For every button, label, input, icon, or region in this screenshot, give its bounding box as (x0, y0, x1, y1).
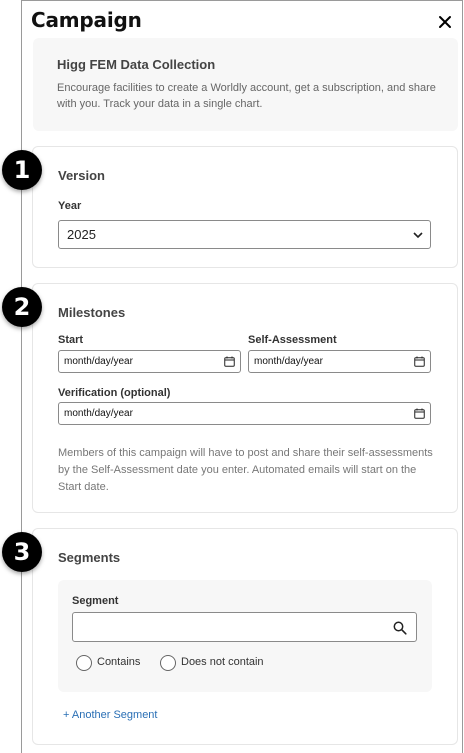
contains-label[interactable]: Contains (97, 656, 141, 668)
milestones-help-text: Members of this campaign will have to post and share their self-assessments by the Self-Assessment date you enter. Automated emails will start on the Start date. (58, 447, 433, 493)
info-description: Encourage facilities to create a Worldly account, get a subscription, and share with you. Track your data in a single chart. (57, 82, 436, 110)
step-badge-1: 1 (2, 150, 42, 190)
step-badge-2: 2 (2, 287, 42, 327)
calendar-icon[interactable] (414, 408, 425, 419)
milestones-title: Milestones (58, 305, 126, 320)
self-assessment-date-value: month/day/year (254, 356, 323, 367)
contains-radio[interactable] (76, 655, 92, 671)
self-assessment-label: Self-Assessment (248, 334, 337, 346)
does-not-contain-label[interactable]: Does not contain (181, 656, 264, 668)
search-icon[interactable] (393, 621, 407, 635)
chevron-down-icon (413, 230, 423, 240)
version-title: Version (58, 168, 105, 183)
segments-title: Segments (58, 550, 121, 565)
start-label: Start (58, 334, 84, 346)
calendar-icon[interactable] (414, 356, 425, 367)
start-date-value: month/day/year (64, 356, 133, 367)
verification-date-value: month/day/year (64, 408, 133, 419)
version-card (32, 146, 458, 268)
info-title: Higg FEM Data Collection (57, 57, 216, 72)
add-segment-link[interactable]: + Another Segment (63, 709, 158, 721)
step-badge-3: 3 (2, 532, 42, 572)
start-date-field[interactable] (58, 350, 241, 373)
does-not-contain-radio[interactable] (160, 655, 176, 671)
year-value: 2025 (67, 227, 96, 242)
close-icon[interactable] (437, 14, 453, 30)
segments-card (32, 528, 458, 745)
milestones-card (32, 283, 458, 513)
page-title: Campaign (31, 8, 142, 32)
segment-box (58, 580, 432, 692)
self-assessment-date-field[interactable] (248, 350, 431, 373)
verification-label: Verification (optional) (58, 387, 171, 399)
year-label: Year (58, 200, 82, 212)
segment-label: Segment (72, 595, 119, 607)
year-select[interactable] (58, 220, 431, 249)
calendar-icon[interactable] (224, 356, 235, 367)
verification-date-field[interactable] (58, 402, 431, 425)
segment-search-input[interactable] (72, 612, 417, 642)
campaign-info-box (33, 38, 458, 131)
